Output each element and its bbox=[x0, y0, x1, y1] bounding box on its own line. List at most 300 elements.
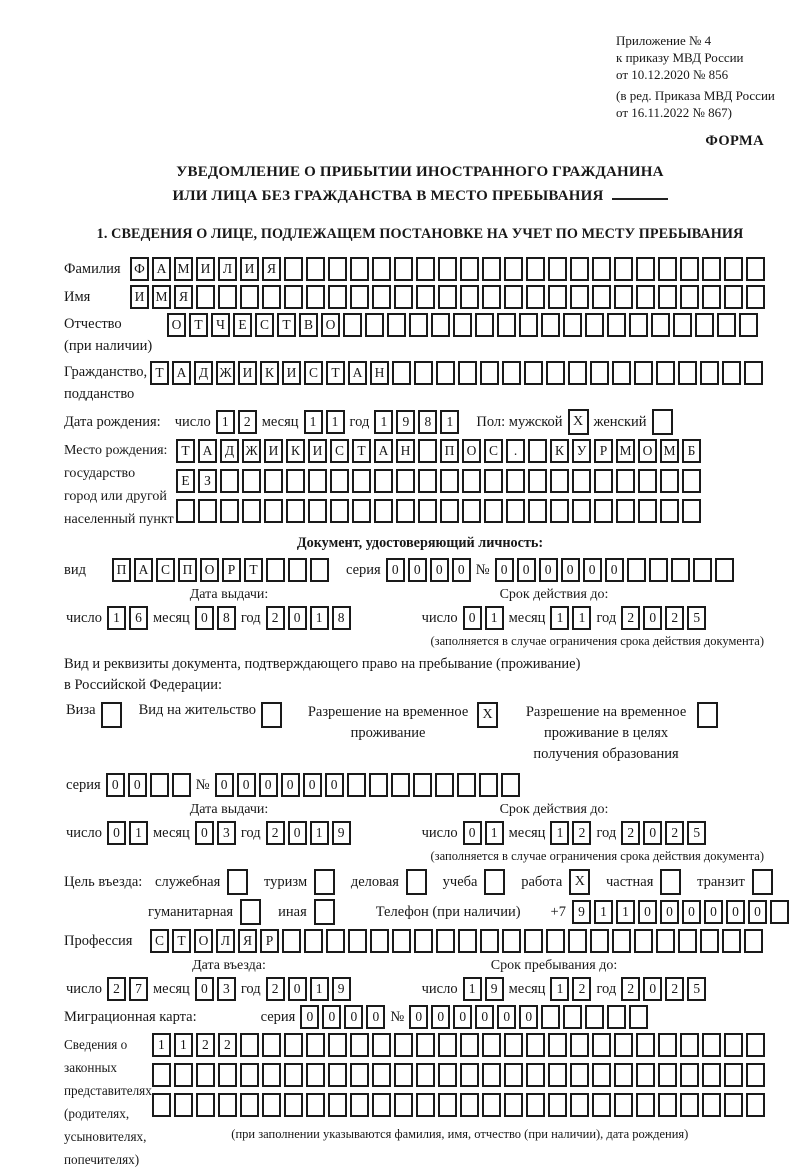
char-cell[interactable]: 1 bbox=[304, 410, 323, 434]
char-cell[interactable]: И bbox=[196, 257, 215, 281]
char-cell[interactable]: Н bbox=[370, 361, 389, 385]
char-cell[interactable] bbox=[242, 499, 261, 523]
char-cell[interactable] bbox=[240, 1033, 259, 1057]
char-cell[interactable] bbox=[585, 313, 604, 337]
char-cell[interactable] bbox=[541, 1005, 560, 1029]
char-cell[interactable] bbox=[284, 1033, 303, 1057]
char-cell[interactable] bbox=[152, 1093, 171, 1117]
char-cell[interactable]: С bbox=[484, 439, 503, 463]
char-cell[interactable] bbox=[504, 257, 523, 281]
char-cell[interactable] bbox=[585, 1005, 604, 1029]
char-cell[interactable]: 3 bbox=[217, 821, 236, 845]
char-cell[interactable]: Р bbox=[222, 558, 241, 582]
char-cell[interactable] bbox=[310, 558, 329, 582]
char-cell[interactable] bbox=[174, 1063, 193, 1087]
char-cell[interactable] bbox=[682, 469, 701, 493]
char-cell[interactable]: М bbox=[152, 285, 171, 309]
char-cell[interactable]: 0 bbox=[519, 1005, 538, 1029]
char-cell[interactable] bbox=[196, 285, 215, 309]
char-cell[interactable] bbox=[744, 929, 763, 953]
char-cell[interactable] bbox=[328, 1093, 347, 1117]
char-cell[interactable] bbox=[416, 1093, 435, 1117]
char-cell[interactable] bbox=[702, 1093, 721, 1117]
char-cell[interactable]: 1 bbox=[216, 410, 235, 434]
char-cell[interactable]: 1 bbox=[550, 821, 569, 845]
char-cell[interactable]: 0 bbox=[195, 821, 214, 845]
char-cell[interactable]: 6 bbox=[129, 606, 148, 630]
char-cell[interactable]: 0 bbox=[453, 1005, 472, 1029]
char-cell[interactable]: 0 bbox=[366, 1005, 385, 1029]
char-cell[interactable] bbox=[414, 361, 433, 385]
char-cell[interactable]: М bbox=[660, 439, 679, 463]
char-cell[interactable]: 0 bbox=[682, 900, 701, 924]
char-cell[interactable]: 9 bbox=[485, 977, 504, 1001]
char-cell[interactable] bbox=[418, 499, 437, 523]
char-cell[interactable] bbox=[702, 285, 721, 309]
char-cell[interactable]: 1 bbox=[550, 606, 569, 630]
char-cell[interactable] bbox=[614, 1033, 633, 1057]
char-cell[interactable] bbox=[174, 1093, 193, 1117]
char-cell[interactable] bbox=[636, 285, 655, 309]
char-cell[interactable] bbox=[658, 1093, 677, 1117]
char-cell[interactable] bbox=[462, 499, 481, 523]
char-cell[interactable] bbox=[671, 558, 690, 582]
char-cell[interactable]: Т bbox=[326, 361, 345, 385]
char-cell[interactable] bbox=[746, 1033, 765, 1057]
char-cell[interactable] bbox=[570, 1093, 589, 1117]
purpose-study-checkbox[interactable] bbox=[484, 869, 508, 895]
char-cell[interactable] bbox=[680, 285, 699, 309]
char-cell[interactable]: 2 bbox=[572, 821, 591, 845]
char-cell[interactable]: О bbox=[200, 558, 219, 582]
char-cell[interactable] bbox=[352, 469, 371, 493]
purpose-humanitarian-checkbox[interactable] bbox=[240, 899, 264, 925]
char-cell[interactable] bbox=[678, 929, 697, 953]
char-cell[interactable]: 0 bbox=[517, 558, 536, 582]
char-cell[interactable]: 1 bbox=[310, 977, 329, 1001]
char-cell[interactable] bbox=[286, 469, 305, 493]
char-cell[interactable] bbox=[460, 257, 479, 281]
purpose-business-checkbox[interactable] bbox=[406, 869, 430, 895]
char-cell[interactable]: Ч bbox=[211, 313, 230, 337]
char-cell[interactable]: 0 bbox=[409, 1005, 428, 1029]
char-cell[interactable] bbox=[629, 313, 648, 337]
char-cell[interactable] bbox=[306, 257, 325, 281]
char-cell[interactable]: С bbox=[150, 929, 169, 953]
char-cell[interactable]: 0 bbox=[643, 821, 662, 845]
char-cell[interactable] bbox=[519, 313, 538, 337]
char-cell[interactable]: Я bbox=[174, 285, 193, 309]
char-cell[interactable]: Т bbox=[150, 361, 169, 385]
char-cell[interactable]: 0 bbox=[408, 558, 427, 582]
char-cell[interactable] bbox=[482, 1033, 501, 1057]
purpose-transit-checkbox[interactable] bbox=[752, 869, 776, 895]
char-cell[interactable] bbox=[504, 1063, 523, 1087]
char-cell[interactable] bbox=[501, 773, 520, 797]
char-cell[interactable] bbox=[502, 361, 521, 385]
char-cell[interactable] bbox=[288, 558, 307, 582]
char-cell[interactable] bbox=[343, 313, 362, 337]
char-cell[interactable] bbox=[394, 257, 413, 281]
char-cell[interactable] bbox=[220, 499, 239, 523]
char-cell[interactable] bbox=[414, 929, 433, 953]
char-cell[interactable] bbox=[240, 285, 259, 309]
char-cell[interactable]: О bbox=[194, 929, 213, 953]
char-cell[interactable]: 2 bbox=[572, 977, 591, 1001]
char-cell[interactable] bbox=[682, 499, 701, 523]
char-cell[interactable]: Е bbox=[176, 469, 195, 493]
purpose-other-checkbox[interactable] bbox=[314, 899, 338, 925]
char-cell[interactable] bbox=[568, 361, 587, 385]
char-cell[interactable] bbox=[308, 499, 327, 523]
char-cell[interactable]: 2 bbox=[266, 606, 285, 630]
char-cell[interactable] bbox=[306, 285, 325, 309]
char-cell[interactable] bbox=[438, 1063, 457, 1087]
char-cell[interactable] bbox=[541, 313, 560, 337]
char-cell[interactable] bbox=[546, 361, 565, 385]
char-cell[interactable] bbox=[660, 499, 679, 523]
char-cell[interactable] bbox=[636, 257, 655, 281]
char-cell[interactable]: Л bbox=[216, 929, 235, 953]
char-cell[interactable]: 1 bbox=[463, 977, 482, 1001]
char-cell[interactable]: 0 bbox=[638, 900, 657, 924]
char-cell[interactable] bbox=[482, 285, 501, 309]
char-cell[interactable] bbox=[326, 929, 345, 953]
char-cell[interactable] bbox=[497, 313, 516, 337]
char-cell[interactable] bbox=[284, 1093, 303, 1117]
char-cell[interactable]: 0 bbox=[195, 606, 214, 630]
char-cell[interactable] bbox=[396, 499, 415, 523]
char-cell[interactable] bbox=[350, 1033, 369, 1057]
char-cell[interactable] bbox=[614, 285, 633, 309]
char-cell[interactable] bbox=[702, 257, 721, 281]
char-cell[interactable]: 1 bbox=[572, 606, 591, 630]
char-cell[interactable] bbox=[658, 285, 677, 309]
char-cell[interactable] bbox=[526, 257, 545, 281]
char-cell[interactable] bbox=[438, 1093, 457, 1117]
char-cell[interactable]: К bbox=[550, 439, 569, 463]
char-cell[interactable] bbox=[680, 1033, 699, 1057]
char-cell[interactable] bbox=[460, 1063, 479, 1087]
char-cell[interactable] bbox=[406, 869, 427, 895]
char-cell[interactable]: 2 bbox=[238, 410, 257, 434]
char-cell[interactable]: Р bbox=[260, 929, 279, 953]
char-cell[interactable] bbox=[440, 469, 459, 493]
char-cell[interactable]: П bbox=[112, 558, 131, 582]
char-cell[interactable]: 8 bbox=[217, 606, 236, 630]
char-cell[interactable] bbox=[306, 1093, 325, 1117]
char-cell[interactable] bbox=[482, 1063, 501, 1087]
char-cell[interactable] bbox=[570, 285, 589, 309]
char-cell[interactable] bbox=[636, 1093, 655, 1117]
char-cell[interactable]: 1 bbox=[152, 1033, 171, 1057]
char-cell[interactable]: 0 bbox=[344, 1005, 363, 1029]
char-cell[interactable]: 0 bbox=[288, 821, 307, 845]
char-cell[interactable]: 0 bbox=[583, 558, 602, 582]
char-cell[interactable] bbox=[658, 1033, 677, 1057]
char-cell[interactable] bbox=[416, 257, 435, 281]
char-cell[interactable] bbox=[524, 929, 543, 953]
char-cell[interactable] bbox=[697, 702, 718, 728]
char-cell[interactable] bbox=[594, 469, 613, 493]
char-cell[interactable] bbox=[369, 773, 388, 797]
char-cell[interactable]: 0 bbox=[643, 977, 662, 1001]
char-cell[interactable] bbox=[284, 1063, 303, 1087]
char-cell[interactable]: Д bbox=[220, 439, 239, 463]
char-cell[interactable] bbox=[227, 869, 248, 895]
char-cell[interactable] bbox=[431, 313, 450, 337]
char-cell[interactable] bbox=[629, 1005, 648, 1029]
char-cell[interactable] bbox=[101, 702, 122, 728]
char-cell[interactable]: Е bbox=[233, 313, 252, 337]
char-cell[interactable]: X bbox=[477, 702, 498, 728]
char-cell[interactable] bbox=[394, 1063, 413, 1087]
char-cell[interactable] bbox=[240, 899, 261, 925]
char-cell[interactable]: 9 bbox=[332, 821, 351, 845]
char-cell[interactable] bbox=[526, 1033, 545, 1057]
char-cell[interactable]: 0 bbox=[748, 900, 767, 924]
char-cell[interactable] bbox=[347, 773, 366, 797]
char-cell[interactable] bbox=[150, 773, 169, 797]
char-cell[interactable] bbox=[656, 361, 675, 385]
char-cell[interactable] bbox=[634, 361, 653, 385]
char-cell[interactable] bbox=[328, 1063, 347, 1087]
char-cell[interactable] bbox=[198, 499, 217, 523]
char-cell[interactable] bbox=[372, 1063, 391, 1087]
char-cell[interactable]: И bbox=[308, 439, 327, 463]
char-cell[interactable] bbox=[394, 285, 413, 309]
char-cell[interactable] bbox=[392, 929, 411, 953]
char-cell[interactable] bbox=[526, 1063, 545, 1087]
char-cell[interactable]: 5 bbox=[687, 821, 706, 845]
char-cell[interactable] bbox=[418, 439, 437, 463]
char-cell[interactable] bbox=[715, 558, 734, 582]
char-cell[interactable]: 9 bbox=[396, 410, 415, 434]
char-cell[interactable]: 0 bbox=[660, 900, 679, 924]
char-cell[interactable] bbox=[724, 1093, 743, 1117]
char-cell[interactable] bbox=[612, 361, 631, 385]
char-cell[interactable]: 0 bbox=[643, 606, 662, 630]
char-cell[interactable]: 1 bbox=[310, 821, 329, 845]
char-cell[interactable]: Т bbox=[244, 558, 263, 582]
char-cell[interactable]: О bbox=[321, 313, 340, 337]
char-cell[interactable] bbox=[504, 1033, 523, 1057]
char-cell[interactable] bbox=[391, 773, 410, 797]
char-cell[interactable] bbox=[352, 499, 371, 523]
char-cell[interactable]: С bbox=[255, 313, 274, 337]
char-cell[interactable]: К bbox=[260, 361, 279, 385]
char-cell[interactable] bbox=[746, 1093, 765, 1117]
char-cell[interactable] bbox=[314, 869, 335, 895]
char-cell[interactable]: П bbox=[440, 439, 459, 463]
char-cell[interactable] bbox=[724, 257, 743, 281]
char-cell[interactable]: Т bbox=[172, 929, 191, 953]
char-cell[interactable]: 2 bbox=[218, 1033, 237, 1057]
char-cell[interactable] bbox=[614, 1093, 633, 1117]
char-cell[interactable] bbox=[550, 499, 569, 523]
char-cell[interactable] bbox=[528, 499, 547, 523]
char-cell[interactable]: 2 bbox=[266, 977, 285, 1001]
char-cell[interactable]: Т bbox=[176, 439, 195, 463]
char-cell[interactable] bbox=[484, 499, 503, 523]
char-cell[interactable]: 2 bbox=[665, 821, 684, 845]
char-cell[interactable] bbox=[172, 773, 191, 797]
char-cell[interactable] bbox=[196, 1063, 215, 1087]
char-cell[interactable] bbox=[570, 1063, 589, 1087]
char-cell[interactable] bbox=[438, 257, 457, 281]
char-cell[interactable] bbox=[638, 469, 657, 493]
char-cell[interactable] bbox=[724, 285, 743, 309]
char-cell[interactable] bbox=[304, 929, 323, 953]
char-cell[interactable] bbox=[261, 702, 282, 728]
char-cell[interactable] bbox=[592, 257, 611, 281]
char-cell[interactable] bbox=[284, 285, 303, 309]
char-cell[interactable]: А bbox=[134, 558, 153, 582]
char-cell[interactable] bbox=[484, 869, 505, 895]
char-cell[interactable]: Ж bbox=[242, 439, 261, 463]
char-cell[interactable] bbox=[594, 499, 613, 523]
char-cell[interactable]: Я bbox=[262, 257, 281, 281]
char-cell[interactable] bbox=[438, 285, 457, 309]
char-cell[interactable] bbox=[372, 257, 391, 281]
char-cell[interactable] bbox=[218, 1063, 237, 1087]
char-cell[interactable] bbox=[242, 469, 261, 493]
char-cell[interactable] bbox=[752, 869, 773, 895]
char-cell[interactable]: 1 bbox=[374, 410, 393, 434]
char-cell[interactable] bbox=[262, 1093, 281, 1117]
char-cell[interactable]: 2 bbox=[621, 606, 640, 630]
char-cell[interactable] bbox=[572, 469, 591, 493]
char-cell[interactable]: 2 bbox=[107, 977, 126, 1001]
char-cell[interactable] bbox=[264, 469, 283, 493]
char-cell[interactable] bbox=[394, 1093, 413, 1117]
char-cell[interactable] bbox=[548, 257, 567, 281]
char-cell[interactable]: 5 bbox=[687, 977, 706, 1001]
char-cell[interactable]: И bbox=[238, 361, 257, 385]
char-cell[interactable] bbox=[700, 361, 719, 385]
char-cell[interactable] bbox=[614, 1063, 633, 1087]
char-cell[interactable]: 0 bbox=[300, 1005, 319, 1029]
char-cell[interactable] bbox=[592, 1033, 611, 1057]
char-cell[interactable]: Т bbox=[277, 313, 296, 337]
char-cell[interactable]: 1 bbox=[616, 900, 635, 924]
char-cell[interactable] bbox=[328, 1033, 347, 1057]
char-cell[interactable] bbox=[546, 929, 565, 953]
char-cell[interactable] bbox=[370, 929, 389, 953]
char-cell[interactable]: 0 bbox=[431, 1005, 450, 1029]
char-cell[interactable] bbox=[526, 1093, 545, 1117]
char-cell[interactable] bbox=[218, 285, 237, 309]
char-cell[interactable]: О bbox=[167, 313, 186, 337]
char-cell[interactable] bbox=[350, 1063, 369, 1087]
char-cell[interactable]: 0 bbox=[325, 773, 344, 797]
char-cell[interactable]: У bbox=[572, 439, 591, 463]
char-cell[interactable]: 0 bbox=[107, 821, 126, 845]
char-cell[interactable] bbox=[282, 929, 301, 953]
char-cell[interactable] bbox=[458, 929, 477, 953]
char-cell[interactable]: Т bbox=[189, 313, 208, 337]
char-cell[interactable] bbox=[262, 285, 281, 309]
char-cell[interactable]: О bbox=[638, 439, 657, 463]
char-cell[interactable]: 1 bbox=[174, 1033, 193, 1057]
char-cell[interactable] bbox=[680, 257, 699, 281]
char-cell[interactable] bbox=[744, 361, 763, 385]
char-cell[interactable] bbox=[220, 469, 239, 493]
char-cell[interactable] bbox=[702, 1063, 721, 1087]
char-cell[interactable]: 1 bbox=[107, 606, 126, 630]
char-cell[interactable] bbox=[176, 499, 195, 523]
char-cell[interactable] bbox=[506, 469, 525, 493]
char-cell[interactable] bbox=[612, 929, 631, 953]
sex-male-checkbox[interactable] bbox=[568, 409, 592, 435]
char-cell[interactable] bbox=[218, 1093, 237, 1117]
char-cell[interactable] bbox=[504, 1093, 523, 1117]
char-cell[interactable]: 1 bbox=[440, 410, 459, 434]
char-cell[interactable]: И bbox=[240, 257, 259, 281]
char-cell[interactable] bbox=[724, 1063, 743, 1087]
char-cell[interactable]: 2 bbox=[196, 1033, 215, 1057]
char-cell[interactable]: 3 bbox=[217, 977, 236, 1001]
char-cell[interactable] bbox=[636, 1063, 655, 1087]
char-cell[interactable]: 0 bbox=[386, 558, 405, 582]
char-cell[interactable]: 0 bbox=[463, 821, 482, 845]
char-cell[interactable] bbox=[548, 1033, 567, 1057]
char-cell[interactable]: 2 bbox=[621, 821, 640, 845]
char-cell[interactable] bbox=[770, 900, 789, 924]
char-cell[interactable]: 0 bbox=[128, 773, 147, 797]
char-cell[interactable]: З bbox=[198, 469, 217, 493]
char-cell[interactable] bbox=[396, 469, 415, 493]
char-cell[interactable] bbox=[614, 257, 633, 281]
char-cell[interactable] bbox=[416, 1033, 435, 1057]
char-cell[interactable] bbox=[484, 469, 503, 493]
char-cell[interactable]: X bbox=[569, 869, 590, 895]
char-cell[interactable] bbox=[308, 469, 327, 493]
char-cell[interactable] bbox=[660, 869, 681, 895]
char-cell[interactable] bbox=[746, 257, 765, 281]
char-cell[interactable] bbox=[592, 285, 611, 309]
char-cell[interactable] bbox=[328, 257, 347, 281]
char-cell[interactable] bbox=[286, 499, 305, 523]
char-cell[interactable] bbox=[722, 929, 741, 953]
edu-permit-checkbox[interactable] bbox=[697, 702, 721, 728]
char-cell[interactable] bbox=[616, 469, 635, 493]
char-cell[interactable] bbox=[590, 361, 609, 385]
char-cell[interactable] bbox=[678, 361, 697, 385]
char-cell[interactable]: Д bbox=[194, 361, 213, 385]
char-cell[interactable] bbox=[350, 1093, 369, 1117]
char-cell[interactable]: X bbox=[568, 409, 589, 435]
char-cell[interactable] bbox=[262, 1063, 281, 1087]
char-cell[interactable]: И bbox=[130, 285, 149, 309]
char-cell[interactable] bbox=[570, 1033, 589, 1057]
char-cell[interactable] bbox=[416, 285, 435, 309]
char-cell[interactable] bbox=[658, 257, 677, 281]
char-cell[interactable] bbox=[680, 1093, 699, 1117]
char-cell[interactable] bbox=[350, 285, 369, 309]
char-cell[interactable] bbox=[453, 313, 472, 337]
char-cell[interactable] bbox=[607, 1005, 626, 1029]
char-cell[interactable] bbox=[330, 499, 349, 523]
char-cell[interactable] bbox=[330, 469, 349, 493]
char-cell[interactable]: 9 bbox=[572, 900, 591, 924]
char-cell[interactable] bbox=[152, 1063, 171, 1087]
char-cell[interactable]: 1 bbox=[550, 977, 569, 1001]
char-cell[interactable] bbox=[722, 361, 741, 385]
char-cell[interactable] bbox=[374, 499, 393, 523]
char-cell[interactable]: С bbox=[304, 361, 323, 385]
char-cell[interactable]: 0 bbox=[726, 900, 745, 924]
